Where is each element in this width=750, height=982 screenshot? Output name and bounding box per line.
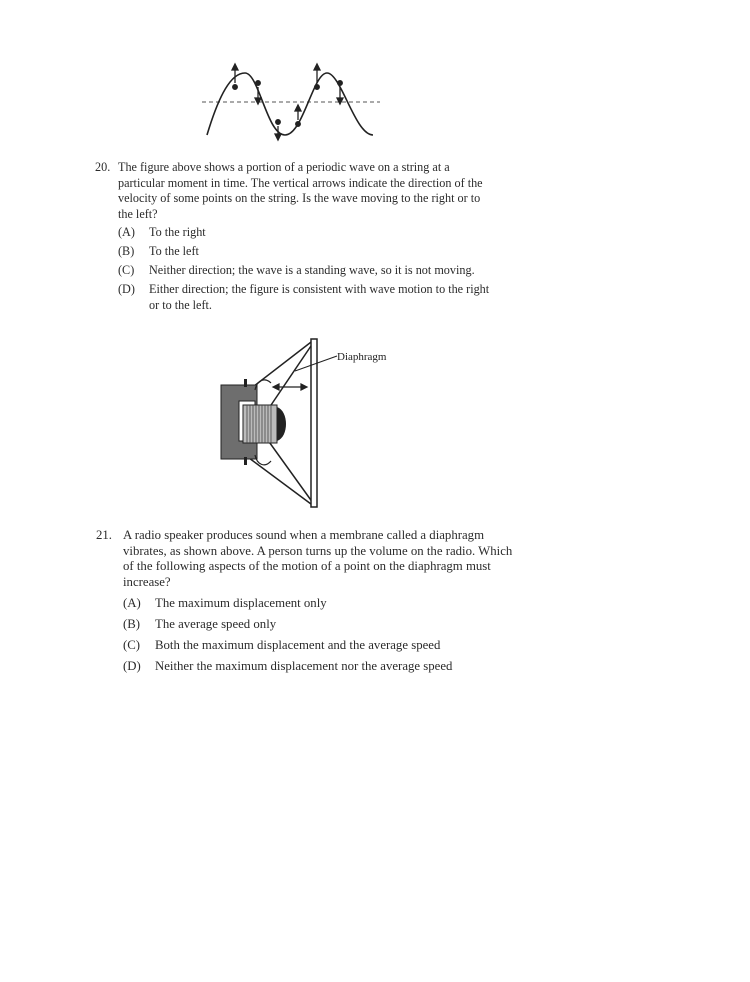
option-text: Neither the maximum displacement nor the average speed <box>155 659 453 673</box>
option-letter: (B) <box>118 244 135 258</box>
option-text: To the right <box>149 225 206 239</box>
question-21 <box>96 528 526 590</box>
question-20 <box>95 160 495 222</box>
wave-curve <box>207 73 373 135</box>
option-letter: (A) <box>123 596 141 610</box>
option-letter: (C) <box>123 638 141 652</box>
option-letter: (B) <box>123 617 141 631</box>
velocity-arrow-up-1 <box>232 64 238 89</box>
velocity-arrow-up-3 <box>314 64 320 89</box>
question-number: 20. <box>95 160 111 174</box>
velocity-arrow-down-1 <box>255 81 261 104</box>
vibration-arrow <box>273 384 307 390</box>
question-stem: A radio speaker produces sound when a membrane called a diaphragm vibrates, as shown above. A person turns up the volume on the radio. Which of the following aspects of the motion of a point on the diaphragm must increase? <box>123 528 513 589</box>
diaphragm-label: Diaphragm <box>337 351 387 363</box>
option-letter: (D) <box>118 282 135 296</box>
option-letter: (D) <box>123 659 141 673</box>
option-text: To the left <box>149 244 199 258</box>
option-text: Either direction; the figure is consistent with wave motion to the right or to the left. <box>149 282 490 312</box>
option-text: The average speed only <box>155 617 277 631</box>
option-text: Neither direction; the wave is a standing wave, so it is not moving. <box>149 263 475 277</box>
wave-figure <box>195 55 390 145</box>
question-stem: The figure above shows a portion of a periodic wave on a string at a particular moment in time. The vertical arrows indicate the direction of the velocity of some points on the string. Is the wave moving to the right or to the left? <box>118 160 483 221</box>
option-text: The maximum displacement only <box>155 596 327 610</box>
option-letter: (A) <box>118 225 135 239</box>
velocity-arrow-up-2 <box>295 105 301 126</box>
option-letter: (C) <box>118 263 135 277</box>
voice-coil <box>243 405 286 443</box>
speaker-figure <box>215 335 415 515</box>
question-number: 21. <box>96 528 112 542</box>
option-text: Both the maximum displacement and the average speed <box>155 638 441 652</box>
